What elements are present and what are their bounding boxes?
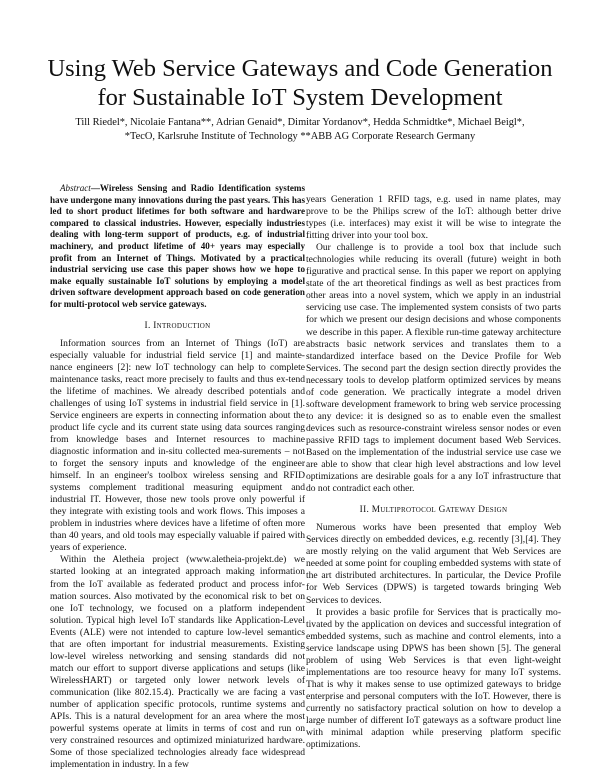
paragraph: years Generation 1 RFID tags, e.g. used in name plates, may prove to be the Philips screw of the IoT: although better drive types (i.e. interfaces) may exist it will be wise to integrate the fitting driver into your tool box. xyxy=(306,194,561,242)
abstract-text: —Wireless Sensing and Radio Identification systems have undergone many innovations during the past years. This has led to short product lifetimes for both software and hardware compared to classical industries. However, especially industries dealing with long-term support of products, e.g. of industrial machinery, and product lifetime of 40+ years may especially profit from an Internet of Things. Motivated by a practical industrial servicing use case this paper shows how we hope to make equally sustainable IoT solutions by employing a model driven software development approach based on code generation for multi-protocol web service gateways. xyxy=(50,183,305,309)
paragraph: It provides a basic profile for Services that is practically mo-tivated by the application on devices and successful integration of embedded systems, such as machine and control elements, into a service landscape using DPWS has been shown [5]. The general problem of using Web Services is that even light-weight implementations are too resource heavy for many IoT systems. That is why it makes sense to use optimized gateways to bridge enterprise and personal computers with the IoT. However, there is currently no satisfactory practical solution on how to develop a large number of different IoT gateways as a software product line with minimal adaption while preserving platform specific optimizations. xyxy=(306,606,561,751)
title-line-1: Using Web Service Gateways and Code Generation xyxy=(47,55,553,82)
abstract xyxy=(50,183,305,311)
right-column xyxy=(306,194,561,751)
section-number: II. xyxy=(359,505,370,516)
left-column xyxy=(50,183,305,771)
paragraph: Within the Aletheia project (www.aletheia-projekt.de) we started looking at an integrated approach making information from the IoT available as federated product and process infor-mation sources. Also motivated by the economical risk to bet on one IoT technology, we focused on a platform independent solution. Typical high level IoT standards like Application-Level Events (ALE) were not intended to capture low-level semantics that are often important for industrial measurements. Existing low-level wireless networking and sensing standards did not match our effort to support diverse applications and setups (like WirelessHART) or targeted only lower network levels of communication (like 802.15.4). Practically we are facing a vast number of application specific protocols, runtime systems and APIs. This is a natural development for an area where the most powerful systems operate at limits in terms of cost and run on very constrained resources and optimized miniaturized hardware. Some of those specialized technologies already face widespread implementation in industry. In a few xyxy=(50,554,305,771)
section-heading-gateway-design xyxy=(306,504,561,516)
section-title: Multiprotocol Gateway Design xyxy=(371,505,508,516)
section-title: Introduction xyxy=(153,320,211,331)
paragraph: Numerous works have been presented that employ Web Services directly on embedded devices, e.g. recently [3],[4]. They are mostly relying on the valid argument that Web Services are needed at some point for coupling embedded systems with state of the art distributed architectures. In particular, the Device Profile for Web Services (DPWS) is targeted towards bringing Web Services to devices. xyxy=(306,522,561,606)
paragraph: Information sources from an Internet of Things (IoT) are especially valuable for industrial field service [1] and mainte-nance engineers [2]: new IoT technology can help to complete maintenance tasks, react more precisely to faults and thus ex-tend the lifetime of machines. We already described potentials and challenges of using IoT systems in industrial field service in [1]. Service engineers are experts in connecting information about the product life cycle and its current state using data sources ranging from knowledge bases and Internet resources to machine diagnostic information and in-situ collected mea-surements – not to forget the sensory inputs and knowledge of the engineer himself. In an engineer's toolbox wireless sensing and RFID systems complement traditional measuring equipment and industrial IT. However, those new tools prove only powerful if they integrate with existing tools and work flows. This imposes a problem in industries where devices have a lifetime of often more than 40 years, and old tools may especially valuable if paired with years of experience. xyxy=(50,337,305,554)
title-line-2: for Sustainable IoT System Development xyxy=(97,84,503,111)
paragraph: Our challenge is to provide a tool box that include such technologies while reducing its overall (future) weight in both figurative and practical sense. In this paper we report on applying state of the art theoretical findings as well as best practices from other areas into a novel system, which we apply in an industrial servicing use case. The implemented system consists of two parts for which we present our design decisions and whose components we describe in this paper. A flexible run-time gateway architecture abstracts basic network services and translates them to a standardized interface based on the Device Profile for Web Services. The second part the design section directly provides the necessary tools to develop platform optimized services by means of code generation. We practically integrate a model driven software development framework to bring web service processing to any device: it is designed so as to enable even the smallest devices such as resource-constraint wireless sensor nodes or even passive RFID tags to implement document based Web Services. Based on the implementation of the industrial service use case we are able to show that clear high level abstractions and low level optimizations are desirable goals for a any IoT infrastructure that do not contradict each other. xyxy=(306,242,561,495)
abstract-label: Abstract xyxy=(60,183,91,193)
author-block xyxy=(20,116,580,144)
author-names: Till Riedel*, Nicolaie Fantana**, Adrian Genaid*, Dimitar Yordanov*, Hedda Schmidtke*, Michael Beigl*, xyxy=(75,117,525,128)
paper-title xyxy=(20,54,580,112)
section-number: I. xyxy=(144,320,151,331)
author-affiliations: *TecO, Karlsruhe Institute of Technology **ABB AG Corporate Research Germany xyxy=(124,131,476,142)
section-heading-introduction xyxy=(50,320,305,332)
